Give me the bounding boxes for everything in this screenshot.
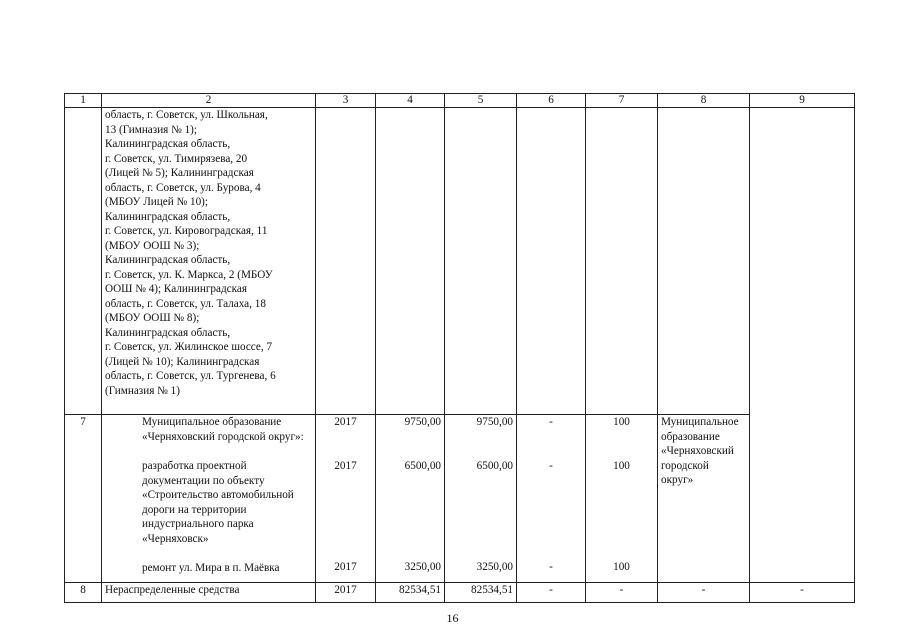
address-line: (Лицей № 10); Калининградская <box>105 355 260 368</box>
amount-value: 6500,00 <box>404 459 441 472</box>
dash-value: - <box>658 583 750 603</box>
description-line: Муниципальное образование <box>142 416 282 428</box>
recipient-line: образование <box>661 430 720 443</box>
recipient-line: Муниципальное <box>661 416 739 428</box>
address-line: г. Советск, ул. К. Маркса, 2 (МБОУ <box>105 268 273 281</box>
address-line: область, г. Советск, ул. Бурова, 4 <box>105 181 261 194</box>
amount-value: 82534,51 <box>445 583 517 603</box>
row8-description: Нераспределенные средства <box>102 583 316 603</box>
header-cell: 1 <box>65 94 102 108</box>
description-line: документации по объекту <box>142 474 265 487</box>
recipient-cell <box>658 415 750 583</box>
amount-value: 3250,00 <box>476 561 513 573</box>
dash-value: - <box>750 583 855 603</box>
header-cell: 2 <box>102 94 316 108</box>
address-line: область, г. Советск, ул. Тургенева, 6 <box>105 370 276 382</box>
header-cell: 9 <box>750 94 855 108</box>
cell-empty <box>750 415 855 583</box>
year-column <box>316 415 376 583</box>
budget-table <box>64 93 855 603</box>
description-line: «Черняховский городской округ»: <box>142 430 304 443</box>
year-value: 2017 <box>334 561 357 573</box>
address-line: (МБОУ ООШ № 3); <box>105 239 200 252</box>
amount-value: 3250,00 <box>404 561 441 573</box>
row-number: 7 <box>65 415 102 583</box>
recipient-line: «Черняховский <box>661 445 734 457</box>
address-line: Калининградская область, <box>105 326 231 339</box>
description-line: дороги на территории <box>142 503 247 516</box>
description-line: ремонт ул. Мира в п. Маёвка <box>142 562 280 574</box>
address-line: 13 (Гимназия № 1); <box>105 123 198 136</box>
percent-value: 100 <box>613 459 630 472</box>
cell-num <box>65 108 102 415</box>
address-line: ООШ № 4); Калининградская <box>105 283 248 295</box>
dash-value: - <box>549 561 553 573</box>
year-value: 2017 <box>334 416 357 428</box>
year-value: 2017 <box>334 459 357 472</box>
header-cell: 8 <box>658 94 750 108</box>
year-value: 2017 <box>316 583 376 603</box>
address-line: Калининградская область, <box>105 210 231 223</box>
description-line: «Строительство автомобильной <box>142 489 294 501</box>
header-cell: 7 <box>586 94 658 108</box>
table-row-8 <box>65 583 855 603</box>
header-cell: 3 <box>316 94 376 108</box>
cell-empty <box>750 108 855 415</box>
description-line: разработка проектной <box>142 460 247 472</box>
dash-value: - <box>517 583 586 603</box>
description-line: «Черняховск» <box>142 532 209 545</box>
amount-column-4 <box>376 415 445 583</box>
address-line: Калининградская область, <box>105 138 231 150</box>
row-number: 8 <box>65 583 102 603</box>
header-cell: 5 <box>445 94 517 108</box>
dash-value: - <box>586 583 658 603</box>
address-line: г. Советск, ул. Тимирязева, 20 <box>105 152 248 165</box>
cell-empty <box>586 108 658 415</box>
column-6 <box>517 415 586 583</box>
table-row-7 <box>65 415 855 583</box>
header-row <box>65 94 855 108</box>
percent-value: 100 <box>613 416 630 428</box>
address-line: область, г. Советск, ул. Школьная, <box>105 109 268 121</box>
header-cell: 4 <box>376 94 445 108</box>
row7-description <box>102 415 316 583</box>
cell-empty <box>517 108 586 415</box>
page-number: 16 <box>446 611 459 625</box>
cell-empty <box>316 108 376 415</box>
amount-column-5 <box>445 415 517 583</box>
dash-value: - <box>549 459 553 472</box>
address-line: (Лицей № 5); Калининградская <box>105 167 254 179</box>
recipient-line: городской <box>661 459 709 472</box>
amount-value: 9750,00 <box>476 416 513 428</box>
address-line: Калининградская область, <box>105 254 231 266</box>
address-line: г. Советск, ул. Жилинское шоссе, 7 <box>105 341 273 353</box>
cell-empty <box>658 108 750 415</box>
address-line: (Гимназия № 1) <box>105 384 180 397</box>
header-cell: 6 <box>517 94 586 108</box>
address-line: область, г. Советск, ул. Талаха, 18 <box>105 297 266 310</box>
recipient-line: округ» <box>661 474 694 486</box>
amount-value: 6500,00 <box>476 459 513 472</box>
description-line: индустриального парка <box>142 518 254 530</box>
cell-empty <box>445 108 517 415</box>
address-list <box>102 108 316 415</box>
address-line: (МБОУ ООШ № 8); <box>105 312 200 324</box>
amount-value: 9750,00 <box>404 416 441 428</box>
address-line: г. Советск, ул. Кировоградская, 11 <box>105 225 268 237</box>
cell-empty <box>376 108 445 415</box>
percent-column <box>586 415 658 583</box>
amount-value: 82534,51 <box>376 583 445 603</box>
percent-value: 100 <box>613 561 630 573</box>
address-line: (МБОУ Лицей № 10); <box>105 196 208 208</box>
continuation-row <box>65 108 855 415</box>
dash-value: - <box>549 416 553 428</box>
